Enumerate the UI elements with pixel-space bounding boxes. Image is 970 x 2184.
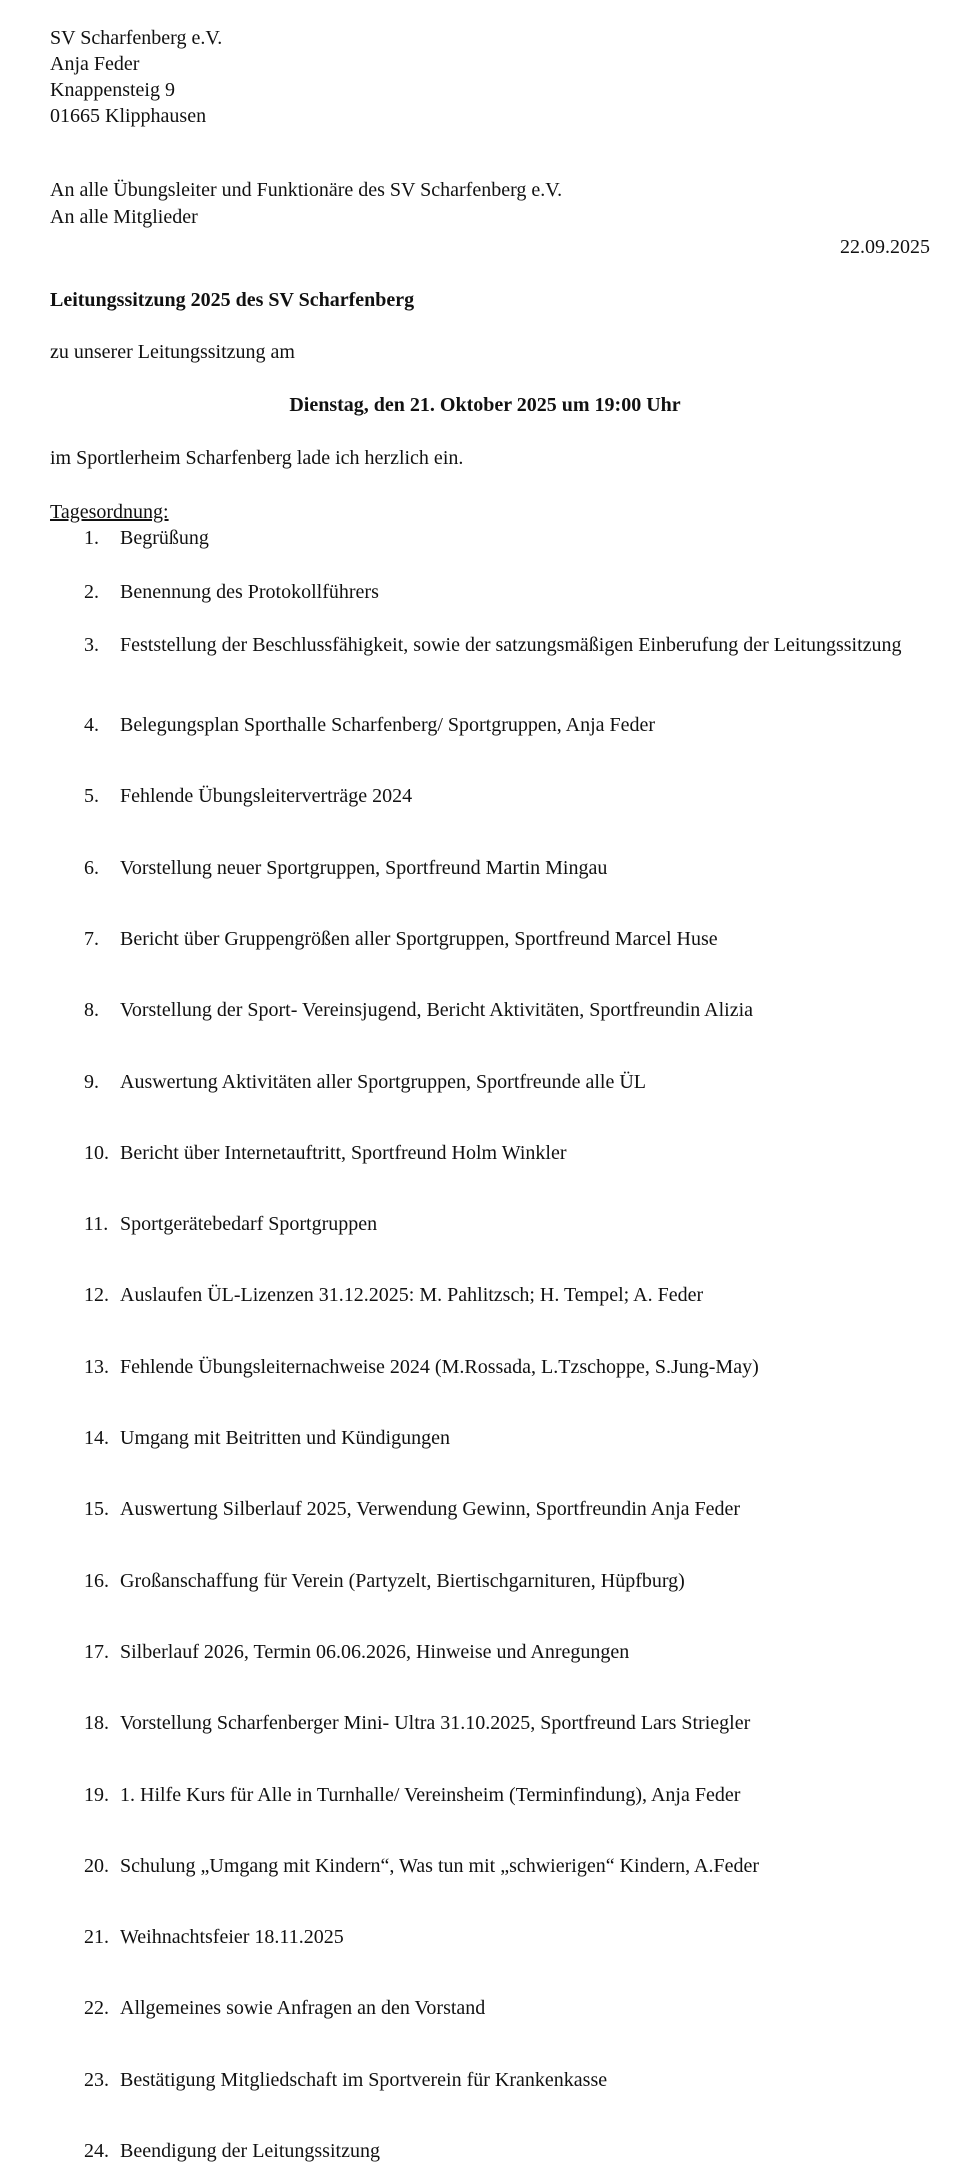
agenda-item-number: 24.	[84, 2140, 109, 2162]
agenda-item-text: Beendigung der Leitungssitzung	[120, 2140, 380, 2162]
agenda-item	[84, 1282, 920, 1308]
sender-street: Knappensteig 9	[50, 79, 175, 101]
agenda-item-text: Belegungsplan Sporthalle Scharfenberg/ Sportgruppen, Anja Feder	[120, 714, 656, 736]
meeting-datetime: Dienstag, den 21. Oktober 2025 um 19:00 Uhr	[289, 394, 681, 416]
agenda-item-number: 18.	[84, 1712, 109, 1734]
location-line: im Sportlerheim Scharfenberg lade ich herzlich ein.	[50, 447, 464, 469]
agenda-item-text: Sportgerätebedarf Sportgruppen	[120, 1213, 378, 1235]
agenda-item	[84, 2138, 920, 2164]
agenda-item-text: Vorstellung der Sport- Vereinsjugend, Bericht Aktivitäten, Sportfreundin Alizia	[120, 999, 754, 1021]
agenda-item	[84, 997, 920, 1023]
agenda-item	[84, 579, 920, 605]
agenda-item-number: 6.	[84, 857, 99, 879]
agenda-item	[84, 1639, 920, 1665]
agenda-item-number: 2.	[84, 581, 99, 603]
agenda-item	[84, 1354, 920, 1380]
agenda-item-number: 3.	[84, 634, 99, 656]
agenda-item-text: Benennung des Protokollführers	[120, 581, 379, 603]
agenda-item	[84, 1995, 920, 2021]
agenda-item-text: Silberlauf 2026, Termin 06.06.2026, Hinweise und Anregungen	[120, 1641, 630, 1663]
agenda-item-number: 10.	[84, 1142, 109, 1164]
agenda-item	[84, 1782, 920, 1808]
recipient-line-1: An alle Übungsleiter und Funktionäre des SV Scharfenberg e.V.	[50, 179, 563, 201]
agenda-item-number: 15.	[84, 1498, 109, 1520]
agenda-item-number: 19.	[84, 1784, 109, 1806]
agenda-item	[84, 1924, 920, 1950]
agenda-item	[84, 712, 920, 738]
agenda-item-number: 14.	[84, 1427, 109, 1449]
sender-name: Anja Feder	[50, 53, 140, 75]
agenda-item-number: 12.	[84, 1284, 109, 1306]
agenda-item-number: 16.	[84, 1570, 109, 1592]
agenda-item-text: Allgemeines sowie Anfragen an den Vorstand	[120, 1997, 486, 2019]
agenda-item-number: 23.	[84, 2069, 109, 2091]
sender-organization: SV Scharfenberg e.V.	[50, 27, 223, 49]
sender-city: 01665 Klipphausen	[50, 105, 207, 127]
agenda-item-number: 21.	[84, 1926, 109, 1948]
agenda-item-text: Bestätigung Mitgliedschaft im Sportverein für Krankenkasse	[120, 2069, 608, 2091]
agenda-item-text: Schulung „Umgang mit Kindern“, Was tun mit „schwierigen“ Kindern, A.Feder	[120, 1855, 759, 1877]
agenda-item-number: 7.	[84, 928, 99, 950]
agenda-item-text: Großanschaffung für Verein (Partyzelt, Biertischgarnituren, Hüpfburg)	[120, 1570, 685, 1592]
agenda-item-text: Bericht über Gruppengrößen aller Sportgruppen, Sportfreund Marcel Huse	[120, 928, 718, 950]
agenda-item-text: 1. Hilfe Kurs für Alle in Turnhalle/ Vereinsheim (Terminfindung), Anja Feder	[120, 1784, 741, 1806]
agenda-item-text: Feststellung der Beschlussfähigkeit, sowie der satzungsmäßigen Einberufung der Leitungssitzung	[120, 634, 902, 656]
agenda-item-text: Begrüßung	[120, 527, 209, 549]
subject-heading: Leitungssitzung 2025 des SV Scharfenberg	[50, 289, 415, 311]
agenda-item-number: 9.	[84, 1071, 99, 1093]
agenda-item-number: 8.	[84, 999, 99, 1021]
agenda-item	[84, 2067, 920, 2093]
agenda-item	[84, 1211, 920, 1237]
agenda-item-text: Bericht über Internetauftritt, Sportfreund Holm Winkler	[120, 1142, 567, 1164]
agenda-item	[84, 1069, 920, 1095]
agenda-item	[84, 926, 920, 952]
agenda-item-text: Fehlende Übungsleiterverträge 2024	[120, 785, 413, 807]
agenda-heading: Tagesordnung:	[50, 501, 169, 523]
agenda-item	[84, 1140, 920, 1166]
agenda-item-number: 17.	[84, 1641, 109, 1663]
agenda-item-text: Vorstellung Scharfenberger Mini- Ultra 31.10.2025, Sportfreund Lars Striegler	[120, 1712, 751, 1734]
agenda-item-number: 4.	[84, 714, 99, 736]
agenda-item	[84, 525, 920, 551]
agenda-item-number: 20.	[84, 1855, 109, 1877]
agenda-item-text: Auswertung Aktivitäten aller Sportgruppen, Sportfreunde alle ÜL	[120, 1071, 646, 1093]
intro-text: zu unserer Leitungssitzung am	[50, 341, 295, 363]
agenda-item	[84, 1496, 920, 1522]
agenda-item-text: Fehlende Übungsleiternachweise 2024 (M.Rossada, L.Tzschoppe, S.Jung-May)	[120, 1356, 759, 1378]
letter-date: 22.09.2025	[840, 236, 930, 258]
agenda-item-number: 11.	[84, 1213, 109, 1235]
agenda-item-number: 13.	[84, 1356, 109, 1378]
agenda-item-text: Weihnachtsfeier 18.11.2025	[120, 1926, 344, 1948]
agenda-item-text: Auslaufen ÜL-Lizenzen 31.12.2025: M. Pahlitzsch; H. Tempel; A. Feder	[120, 1284, 704, 1306]
agenda-item-number: 1.	[84, 527, 99, 549]
agenda-item-text: Auswertung Silberlauf 2025, Verwendung Gewinn, Sportfreundin Anja Feder	[120, 1498, 741, 1520]
agenda-item	[84, 1853, 920, 1879]
agenda-item	[84, 855, 920, 881]
agenda-item-text: Vorstellung neuer Sportgruppen, Sportfreund Martin Mingau	[120, 857, 608, 879]
agenda-item-number: 5.	[84, 785, 99, 807]
agenda-item	[84, 1425, 920, 1451]
agenda-item	[84, 1568, 920, 1594]
agenda-item-number: 22.	[84, 1997, 109, 2019]
agenda-item	[84, 1710, 920, 1736]
agenda-item	[84, 783, 920, 809]
recipient-line-2: An alle Mitglieder	[50, 206, 198, 228]
agenda-item	[84, 632, 910, 658]
agenda-item-text: Umgang mit Beitritten und Kündigungen	[120, 1427, 450, 1449]
